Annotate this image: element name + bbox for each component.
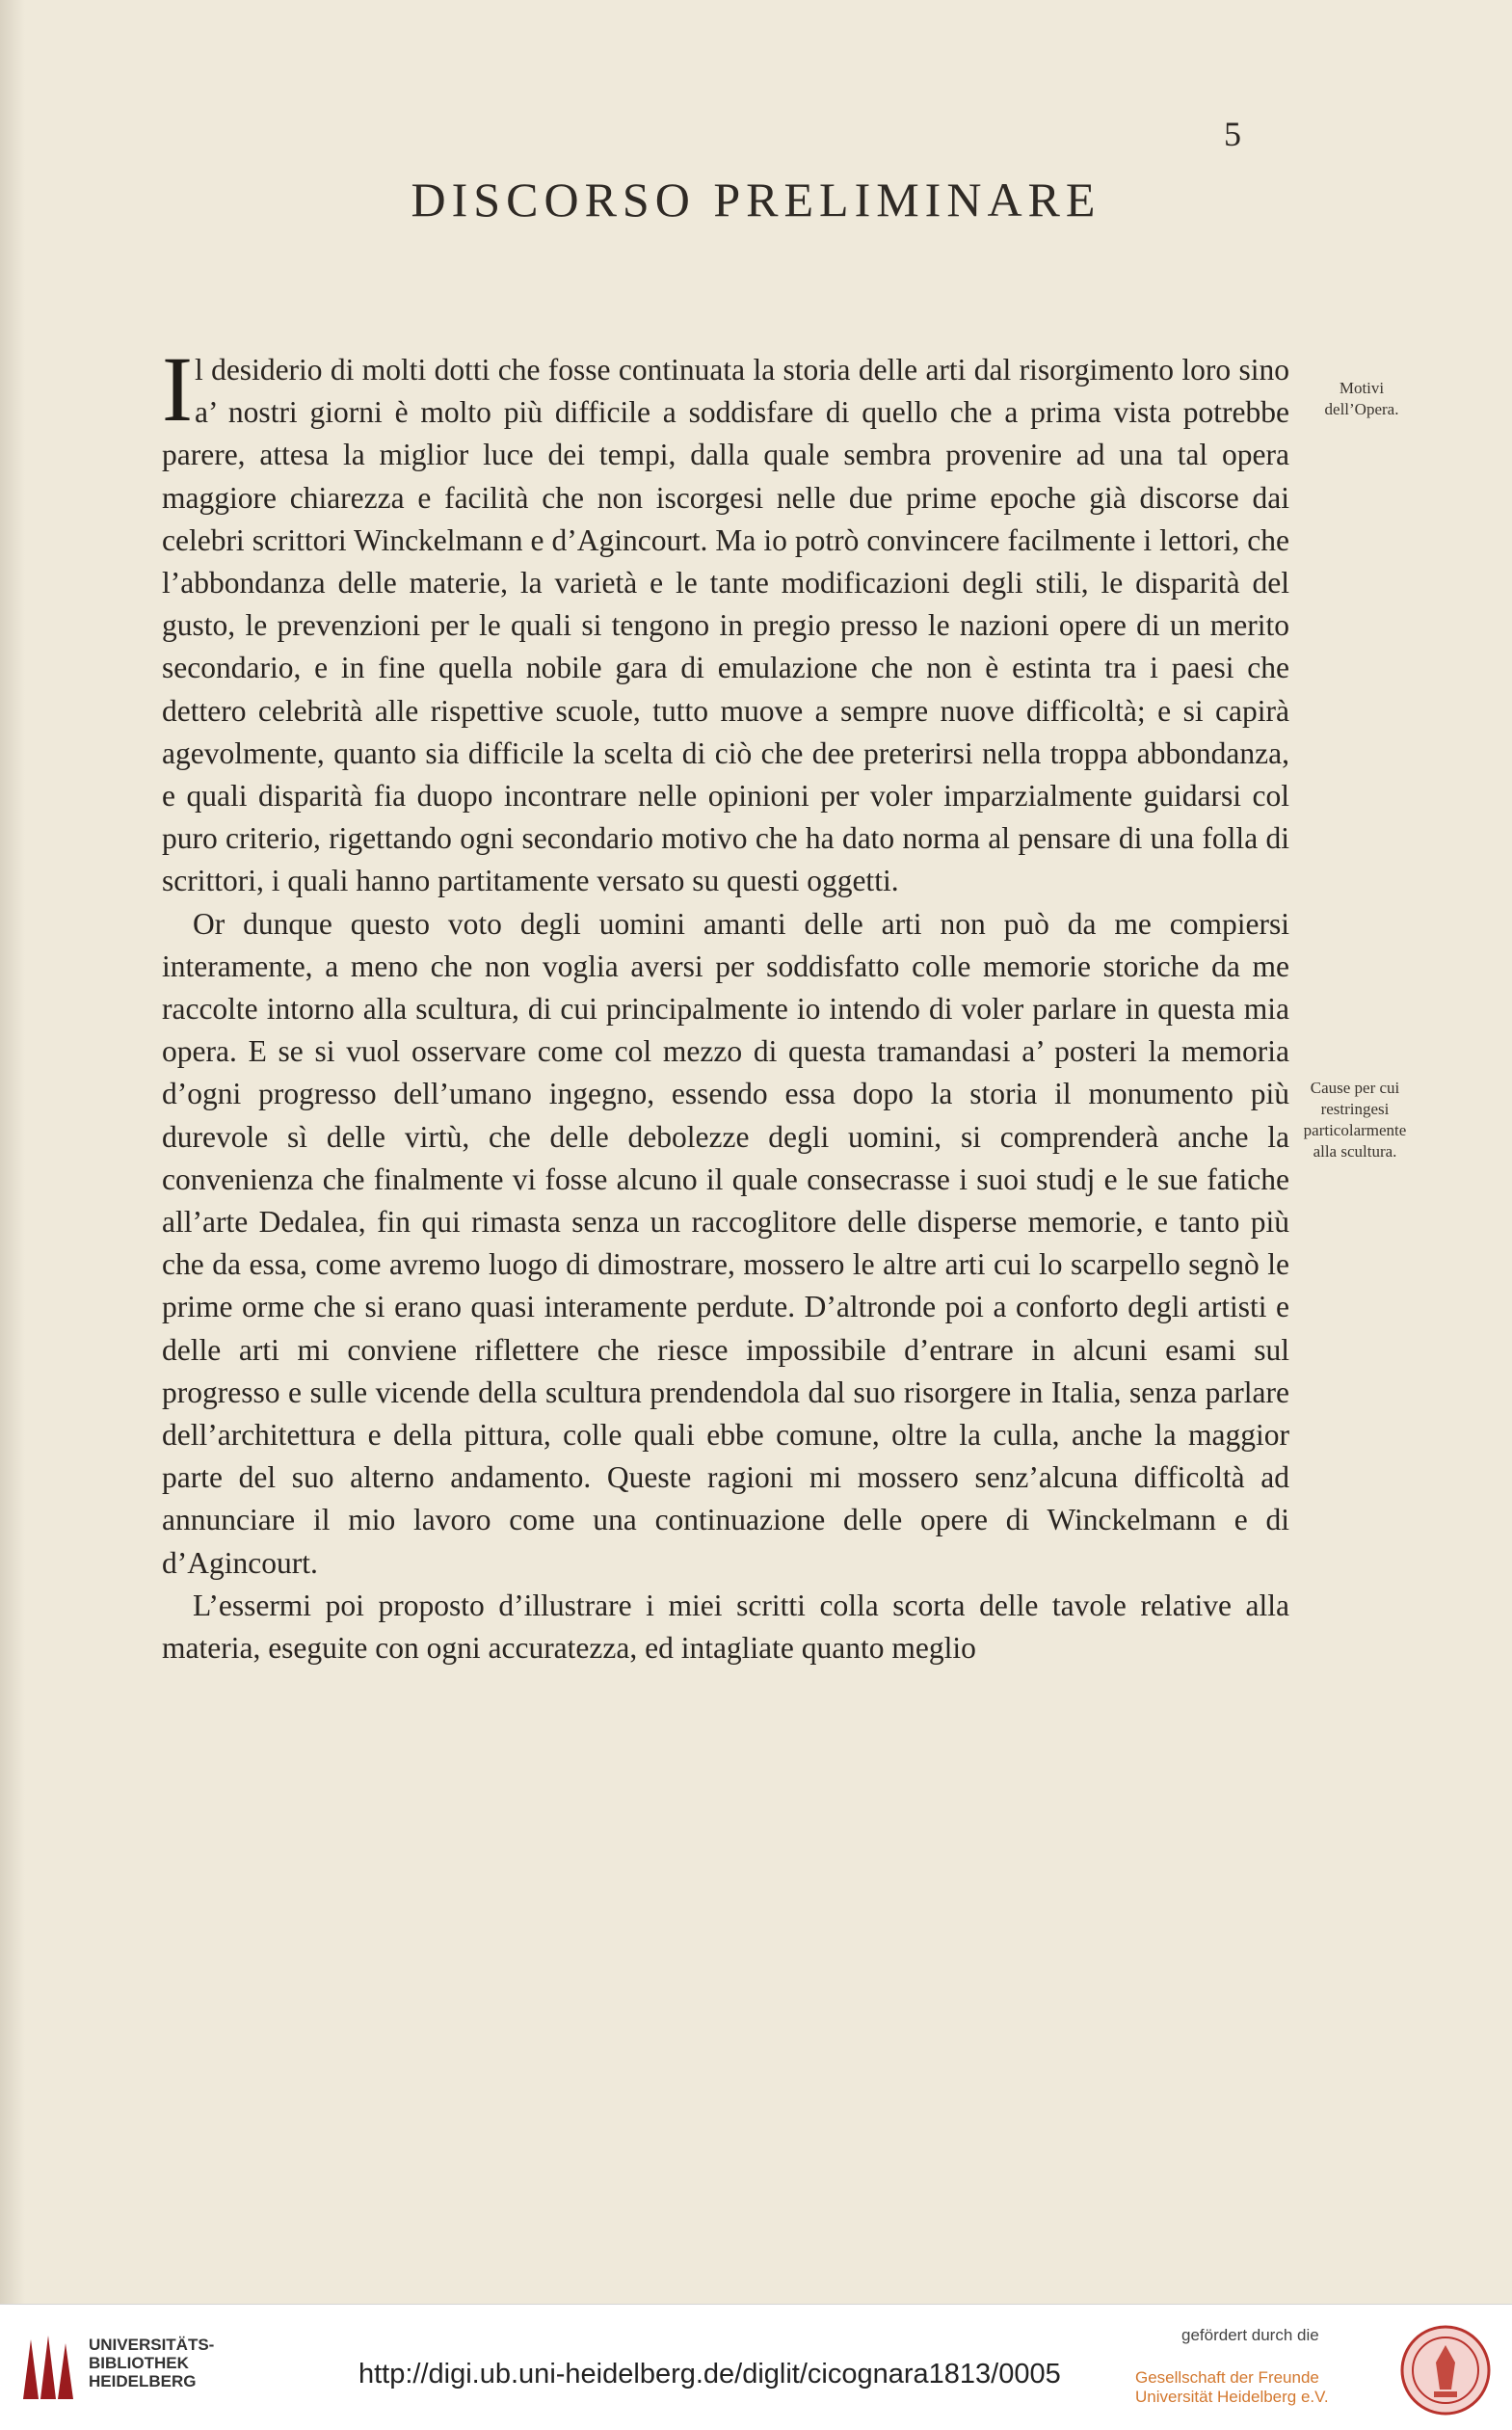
page-title: DISCORSO PRELIMINARE bbox=[411, 173, 1101, 227]
marginal-note-cause: Cause per cui restringesi particolarmente alla scultura. bbox=[1303, 1079, 1407, 1161]
sponsor-name[interactable] bbox=[1135, 2368, 1329, 2407]
paragraph-1-text: l desiderio di molti dotti che fosse continuata la storia delle arti dal risorgimento loro sino a’ nostri giorni è molto più difficile a soddisfare di quello che a prima vista potrebbe parere, attesa la miglior luce dei tempi, dalla quale sembra provenire ad una tal opera maggiore chiarezza e facilità che non iscorgesi nelle due prime epoche già discorse dai celebri scrittori Winckelmann e d’Agincourt. Ma io potrò convincere facilmente i lettori, che l’abbondanza delle materie, la varietà e le tante modificazioni degli stili, le disparità del gusto, le prevenzioni per le quali si tengono in pregio presso le nazioni opere di un merito secondario, e in fine quella nobile gara di emulazione che non è estinta tra i paesi che dettero celebrità alle rispettive scuole, tutto muove a sempre nuove difficoltà; e si capirà agevolmente, quanto sia difficile la scelta di ciò che dee preterirsi nella troppa abbondanza, e quali disparità fia duopo incontrare nelle opinioni per voler imparzialmente guidarsi col puro criterio, rigettando ogni secondario motivo che ha dato norma al pensare di una folla di scrittori, i quali hanno partitamente versato su questi oggetti. bbox=[162, 353, 1289, 898]
sponsor-name-line: Gesellschaft der Freunde bbox=[1135, 2368, 1319, 2387]
library-name bbox=[89, 2336, 214, 2390]
paragraph-3: L’essermi poi proposto d’illustrare i miei scritti colla scorta delle tavole relative alla materia, eseguite con ogni accuratezza, ed intagliate quanto meglio bbox=[162, 1588, 1289, 1666]
university-seal-icon[interactable] bbox=[1399, 2324, 1492, 2421]
marginal-note-motivi: Motivi dell’Opera. bbox=[1324, 379, 1399, 418]
permalink-url[interactable]: http://digi.ub.uni-heidelberg.de/diglit/cicognara1813/0005 bbox=[358, 2359, 1061, 2390]
page-number: 5 bbox=[1224, 115, 1241, 153]
library-name-line: BIBLIOTHEK bbox=[89, 2354, 189, 2372]
sponsor-name-line: Universität Heidelberg e.V. bbox=[1135, 2388, 1329, 2406]
drop-cap: I bbox=[162, 337, 193, 441]
sponsor-block bbox=[1135, 2326, 1329, 2407]
ub-heidelberg-logo-icon[interactable] bbox=[19, 2332, 79, 2406]
sponsor-label: gefördert durch die bbox=[1181, 2326, 1319, 2344]
viewer-footer bbox=[0, 2304, 1512, 2430]
paragraph-1 bbox=[162, 337, 1289, 903]
library-name-line: UNIVERSITÄTS- bbox=[89, 2336, 215, 2354]
paragraph-2: Or dunque questo voto degli uomini amanti delle arti non può da me compiersi interamente, a meno che non voglia aversi per soddisfatto colle memorie storiche da me raccolte intorno alla scultura, di cui principalmente io intendo di voler parlare in questa mia opera. E se si vuol osservare come col mezzo di questa tramandasi a’ posteri la memoria d’ogni progresso dell’umano ingegno, essendo essa dopo la storia il monumento più durevole sì delle virtù, che delle debolezze degli uomini, si comprenderà anche la convenienza che finalmente vi fosse alcuno il quale consecrasse i suoi studj e le sue fatiche all’arte Dedalea, fin qui rimasta senza un raccoglitore delle disperse memorie, e tanto più che da essa, come avremo luogo di dimostrare, mossero le altre arti cui lo scarpello segnò le prime orme che si erano quasi interamente perdute. D’altronde poi a conforto degli artisti e delle arti mi conviene riflettere che riesce impossibile d’entrare in alcuni esami sul progresso e sulle vicende della scultura prendendola dal suo risorgere in Italia, senza parlare dell’architettura e della pittura, colle quali ebbe comune, oltre la culla, anche la maggior parte del suo alterno andamento. Queste ragioni mi mossero senz’alcuna difficoltà ad annunciare il mio lavoro come una continuazione delle opere di Winckelmann e di d’Agincourt. bbox=[162, 906, 1289, 1580]
library-name-line: HEIDELBERG bbox=[89, 2372, 197, 2390]
body-text bbox=[162, 337, 1289, 1669]
page-edge-shadow bbox=[0, 0, 25, 2304]
